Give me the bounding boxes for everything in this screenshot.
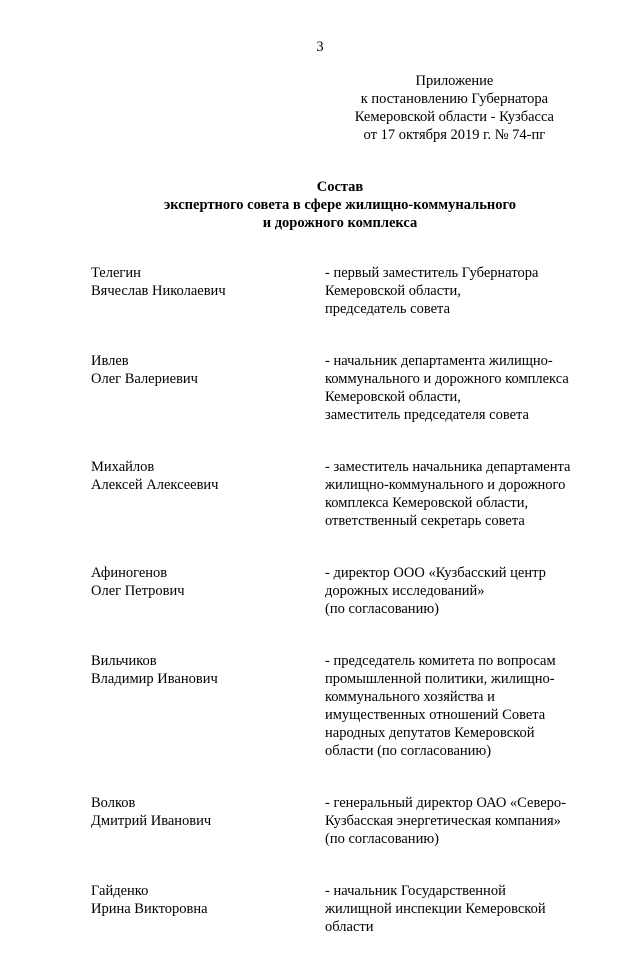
member-role bbox=[325, 352, 601, 424]
role-line: народных депутатов Кемеровской bbox=[325, 725, 535, 741]
role-line: - директор ООО «Кузбасский центр bbox=[325, 565, 546, 581]
member-role bbox=[325, 264, 601, 318]
member-name bbox=[91, 458, 325, 530]
member-surname: Волков bbox=[91, 795, 136, 811]
member-role bbox=[325, 458, 601, 530]
member-name bbox=[91, 794, 325, 848]
member-entry bbox=[91, 564, 601, 618]
member-entry bbox=[91, 794, 601, 848]
role-line: - заместитель начальника департамента bbox=[325, 459, 571, 475]
member-given-name: Алексей Алексеевич bbox=[91, 477, 219, 493]
role-line: комплекса Кемеровской области, bbox=[325, 495, 529, 511]
role-line: коммунального и дорожного комплекса bbox=[325, 371, 569, 387]
member-role bbox=[325, 794, 601, 848]
title-line: и дорожного комплекса bbox=[262, 215, 418, 231]
member-surname: Телегин bbox=[91, 265, 141, 281]
member-name bbox=[91, 882, 325, 936]
title-line: экспертного совета в сфере жилищно-коммунального bbox=[163, 197, 517, 213]
appendix-header bbox=[355, 72, 554, 144]
member-given-name: Дмитрий Иванович bbox=[91, 813, 212, 829]
member-given-name: Вячеслав Николаевич bbox=[91, 283, 226, 299]
member-entry bbox=[91, 652, 601, 760]
appendix-line: к постановлению Губернатора bbox=[360, 91, 549, 107]
member-surname: Ивлев bbox=[91, 353, 129, 369]
member-name bbox=[91, 352, 325, 424]
member-name bbox=[91, 564, 325, 618]
member-entry bbox=[91, 882, 601, 936]
member-role bbox=[325, 564, 601, 618]
appendix-line: от 17 октября 2019 г. № 74-пг bbox=[363, 127, 546, 143]
member-role bbox=[325, 882, 601, 936]
role-line: (по согласованию) bbox=[325, 831, 439, 847]
role-line: - председатель комитета по вопросам bbox=[325, 653, 556, 669]
member-name bbox=[91, 264, 325, 318]
document-title bbox=[0, 178, 640, 232]
member-surname: Гайденко bbox=[91, 883, 149, 899]
role-line: жилищно-коммунального и дорожного bbox=[325, 477, 566, 493]
member-surname: Михайлов bbox=[91, 459, 155, 475]
member-given-name: Ирина Викторовна bbox=[91, 901, 208, 917]
role-line: - первый заместитель Губернатора bbox=[325, 265, 539, 281]
page-number: 3 bbox=[316, 39, 324, 55]
role-line: области (по согласованию) bbox=[325, 743, 492, 759]
role-line: области bbox=[325, 919, 374, 935]
role-line: дорожных исследований» bbox=[325, 583, 485, 599]
role-line: коммунального хозяйства и bbox=[325, 689, 495, 705]
member-entry bbox=[91, 352, 601, 424]
role-line: ответственный секретарь совета bbox=[325, 513, 525, 529]
role-line: имущественных отношений Совета bbox=[325, 707, 546, 723]
role-line: - генеральный директор ОАО «Северо- bbox=[325, 795, 566, 811]
role-line: - начальник департамента жилищно- bbox=[325, 353, 553, 369]
member-role bbox=[325, 652, 601, 760]
role-line: Кузбасская энергетическая компания» bbox=[325, 813, 561, 829]
role-line: промышленной политики, жилищно- bbox=[325, 671, 555, 687]
appendix-line: Кемеровской области - Кузбасса bbox=[354, 109, 554, 125]
member-given-name: Олег Петрович bbox=[91, 583, 185, 599]
member-surname: Афиногенов bbox=[91, 565, 168, 581]
member-given-name: Владимир Иванович bbox=[91, 671, 218, 687]
role-line: заместитель председателя совета bbox=[325, 407, 529, 423]
member-surname: Вильчиков bbox=[91, 653, 157, 669]
member-entry bbox=[91, 264, 601, 318]
role-line: (по согласованию) bbox=[325, 601, 439, 617]
role-line: Кемеровской области, bbox=[325, 283, 461, 299]
title-line: Состав bbox=[316, 179, 364, 195]
role-line: председатель совета bbox=[325, 301, 451, 317]
members-list bbox=[91, 264, 601, 970]
role-line: - начальник Государственной bbox=[325, 883, 506, 899]
member-given-name: Олег Валериевич bbox=[91, 371, 198, 387]
member-entry bbox=[91, 458, 601, 530]
role-line: Кемеровской области, bbox=[325, 389, 461, 405]
role-line: жилищной инспекции Кемеровской bbox=[325, 901, 546, 917]
member-name bbox=[91, 652, 325, 760]
appendix-line: Приложение bbox=[415, 73, 494, 89]
